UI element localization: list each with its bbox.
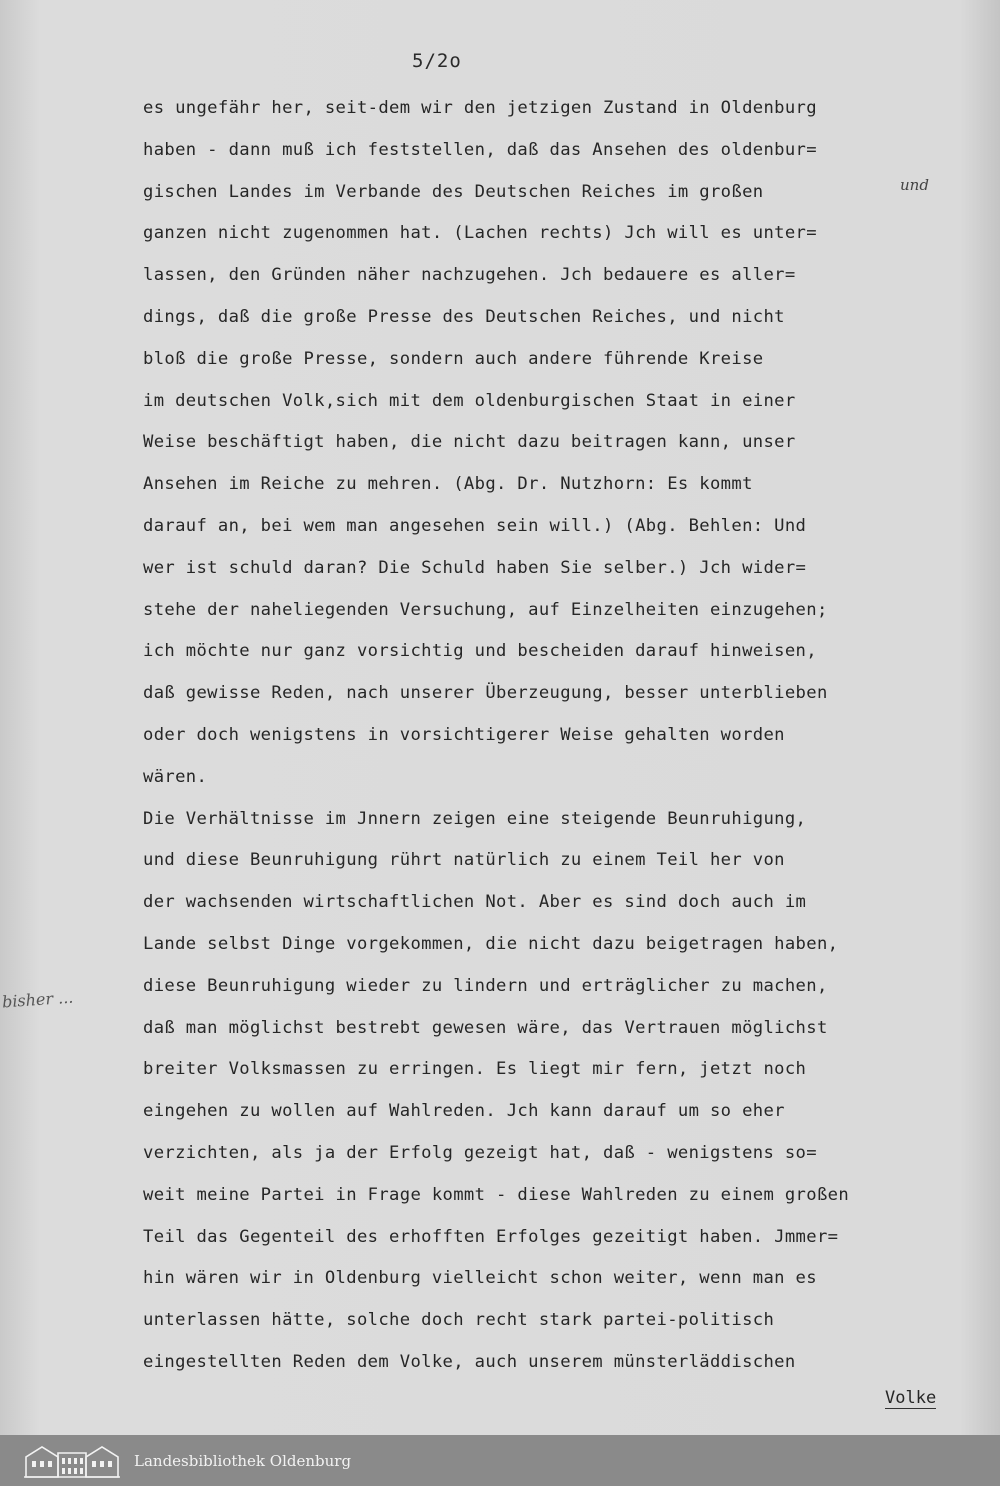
catchword: Volke bbox=[885, 1388, 937, 1408]
text-line: ich möchte nur ganz vorsichtig und bescheiden darauf hinweisen, bbox=[143, 641, 817, 662]
text-line: Teil das Gegenteil des erhofften Erfolges gezeitigt haben. Jmmer= bbox=[143, 1226, 839, 1247]
text-line: lassen, den Gründen näher nachzugehen. Jch bedauere es aller= bbox=[143, 265, 796, 286]
text-line: hin wären wir in Oldenburg vielleicht schon weiter, wenn man es bbox=[143, 1268, 817, 1289]
text-line: Die Verhältnisse im Jnnern zeigen eine steigende Beunruhigung, bbox=[143, 808, 807, 829]
text-line: weit meine Partei in Frage kommt - diese Wahlreden zu einem großen bbox=[143, 1184, 850, 1205]
library-footer-bar bbox=[0, 1435, 1000, 1486]
text-line: Ansehen im Reiche zu mehren. (Abg. Dr. Nutzhorn: Es kommt bbox=[143, 474, 753, 495]
page-number: 5/2o bbox=[412, 50, 462, 72]
library-name: Landesbibliothek Oldenburg bbox=[134, 1451, 352, 1470]
handwritten-insert: und bbox=[900, 176, 929, 194]
text-line: daß man möglichst bestrebt gewesen wäre, das Vertrauen möglichst bbox=[143, 1017, 828, 1038]
text-line: eingehen zu wollen auf Wahlreden. Jch kann darauf um so eher bbox=[143, 1101, 785, 1122]
text-line: stehe der naheliegenden Versuchung, auf Einzelheiten einzugehen; bbox=[143, 599, 828, 620]
text-line: es ungefähr her, seit-dem wir den jetzigen Zustand in Oldenburg bbox=[143, 98, 817, 118]
library-building-logo-icon bbox=[22, 1443, 122, 1479]
text-line: gischen Landes im Verbande des Deutschen Reiches im großen bbox=[143, 181, 764, 202]
text-line: oder doch wenigstens in vorsichtigerer Weise gehalten worden bbox=[143, 724, 785, 745]
text-line: darauf an, bei wem man angesehen sein will.) (Abg. Behlen: Und bbox=[143, 515, 807, 536]
text-line: verzichten, als ja der Erfolg gezeigt hat, daß - wenigstens so= bbox=[143, 1142, 817, 1163]
typewritten-text-body bbox=[143, 88, 983, 1384]
text-line: Lande selbst Dinge vorgekommen, die nicht dazu beigetragen haben, bbox=[143, 933, 839, 954]
text-line: bloß die große Presse, sondern auch andere führende Kreise bbox=[143, 348, 764, 369]
text-line: eingestellten Reden dem Volke, auch unserem münsterläddischen bbox=[143, 1351, 796, 1372]
text-line: haben - dann muß ich feststellen, daß das Ansehen des oldenbur= bbox=[143, 139, 817, 160]
text-line: diese Beunruhigung wieder zu lindern und erträglicher zu machen, bbox=[143, 975, 828, 996]
text-line: dings, daß die große Presse des Deutschen Reiches, und nicht bbox=[143, 306, 785, 327]
text-line: daß gewisse Reden, nach unserer Überzeugung, besser unterblieben bbox=[143, 683, 828, 704]
text-line: der wachsenden wirtschaftlichen Not. Aber es sind doch auch im bbox=[143, 892, 807, 913]
text-line: wer ist schuld daran? Die Schuld haben Sie selber.) Jch wider= bbox=[143, 557, 807, 578]
text-line: breiter Volksmassen zu erringen. Es liegt mir fern, jetzt noch bbox=[143, 1059, 807, 1080]
text-line: Weise beschäftigt haben, die nicht dazu beitragen kann, unser bbox=[143, 432, 796, 453]
text-line: wären. bbox=[143, 766, 208, 787]
handwritten-margin-note: bisher ... bbox=[1, 987, 74, 1012]
text-line: im deutschen Volk,sich mit dem oldenburgischen Staat in einer bbox=[143, 390, 796, 411]
text-line: ganzen nicht zugenommen hat. (Lachen rechts) Jch will es unter= bbox=[143, 223, 817, 244]
text-line: unterlassen hätte, solche doch recht stark partei-politisch bbox=[143, 1310, 775, 1331]
text-line: und diese Beunruhigung rührt natürlich zu einem Teil her von bbox=[143, 850, 785, 871]
